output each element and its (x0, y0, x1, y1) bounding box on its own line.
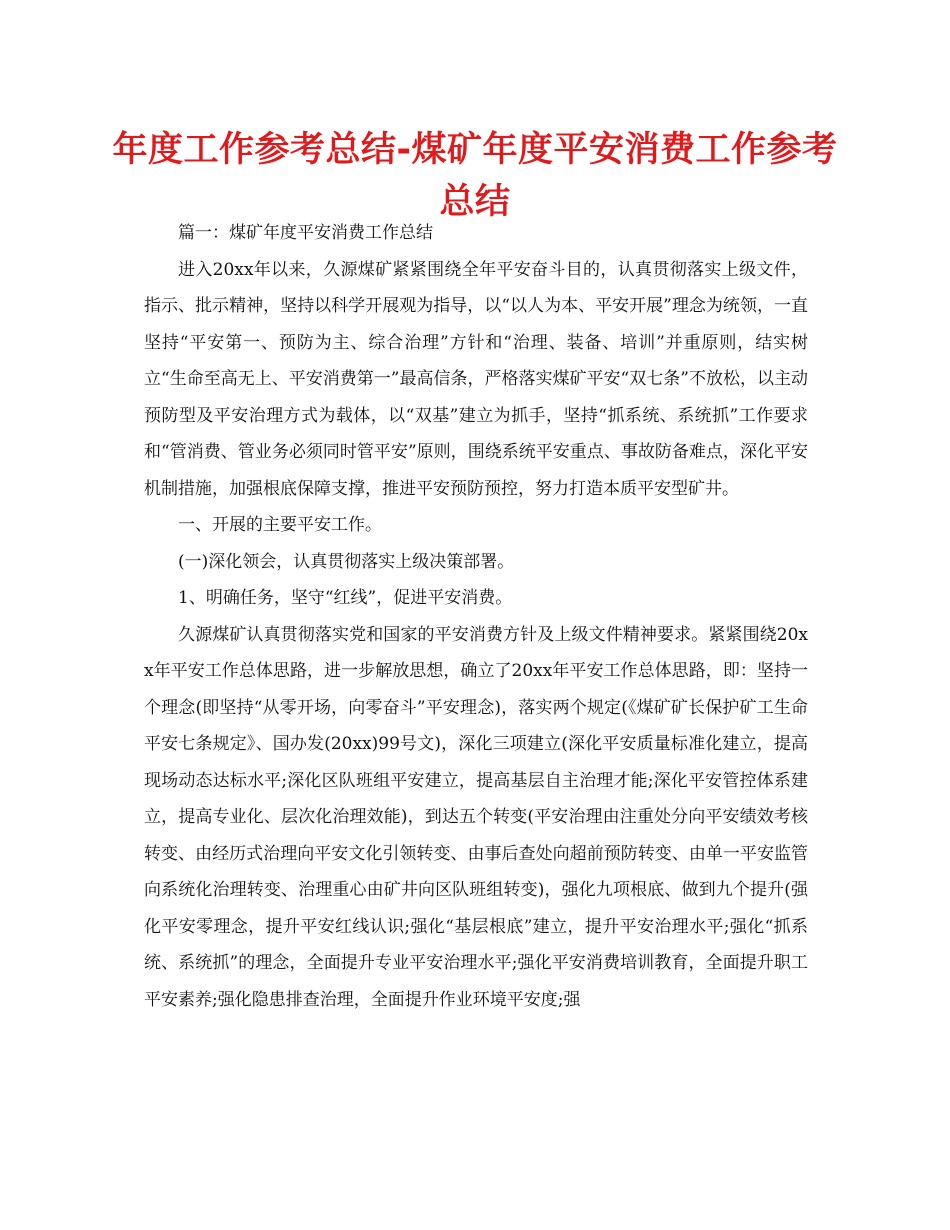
body-paragraph: 久源煤矿认真贯彻落实党和国家的平安消费方针及上级文件精神要求。紧紧围绕20xx年平安工作总体思路，进一步解放思想，确立了20xx年平安工作总体思路，即：坚持一个理念(即坚持“从零开场，向零奋斗”平安理念)，落实两个规定(《煤矿矿长保护矿工生命平安七条规定》、国办发(20xx)99号文)，深化三项建立(深化平安质量标准化建立，提高现场动态达标水平;深化区队班组平安建立，提高基层自主治理才能;深化平安管控体系建立，提高专业化、层次化治理效能)，到达五个转变(平安治理由注重处分向平安绩效考核转变、由经历式治理向平安文化引领转变、由事后查处向超前预防转变、由单一平安监管向系统化治理转变、治理重心由矿井向区队班组转变)，强化九项根底、做到九个提升(强化平安零理念，提升平安红线认识;强化“基层根底”建立，提升平安治理水平;强化“抓系统、系统抓”的理念，全面提升专业平安治理水平;强化平安消费培训教育，全面提升职工平安素养;强化隐患排查治理，全面提升作业环境平安度;强 (144, 624, 808, 1010)
document-title: 年度工作参考总结-煤矿年度平安消费工作参考总结 (112, 130, 838, 222)
subsection-heading: (一)深化领会，认真贯彻落实上级决策部署。 (178, 551, 515, 572)
intro-paragraph: 进入20xx年以来，久源煤矿紧紧围绕全年平安奋斗目的，认真贯彻落实上级文件，指示、批示精神，坚持以科学开展观为指导，以“以人为本、平安开展”理念为统领，一直坚持“平安第一、预防为主、综合治理”方针和“治理、装备、培训”并重原则，结实树立“生命至高无上、平安消费第一”最高信条，严格落实煤矿平安“双七条”不放松，以主动预防型及平安治理方式为载体，以“双基”建立为抓手，坚持“抓系统、系统抓”工作要求和“管消费、管业务必须同时管平安”原则，围绕系统平安重点、事故防备难点，深化平安机制措施，加强根底保障支撑，推进平安预防预控，努力打造本质平安型矿井。 (144, 259, 808, 499)
section-heading-part-one: 篇一：煤矿年度平安消费工作总结 (178, 223, 433, 243)
document-body (144, 215, 808, 1018)
section-heading-main-work: 一、开展的主要平安工作。 (178, 515, 382, 535)
item-heading: 1、明确任务，坚守“红线”，促进平安消费。 (178, 588, 513, 608)
